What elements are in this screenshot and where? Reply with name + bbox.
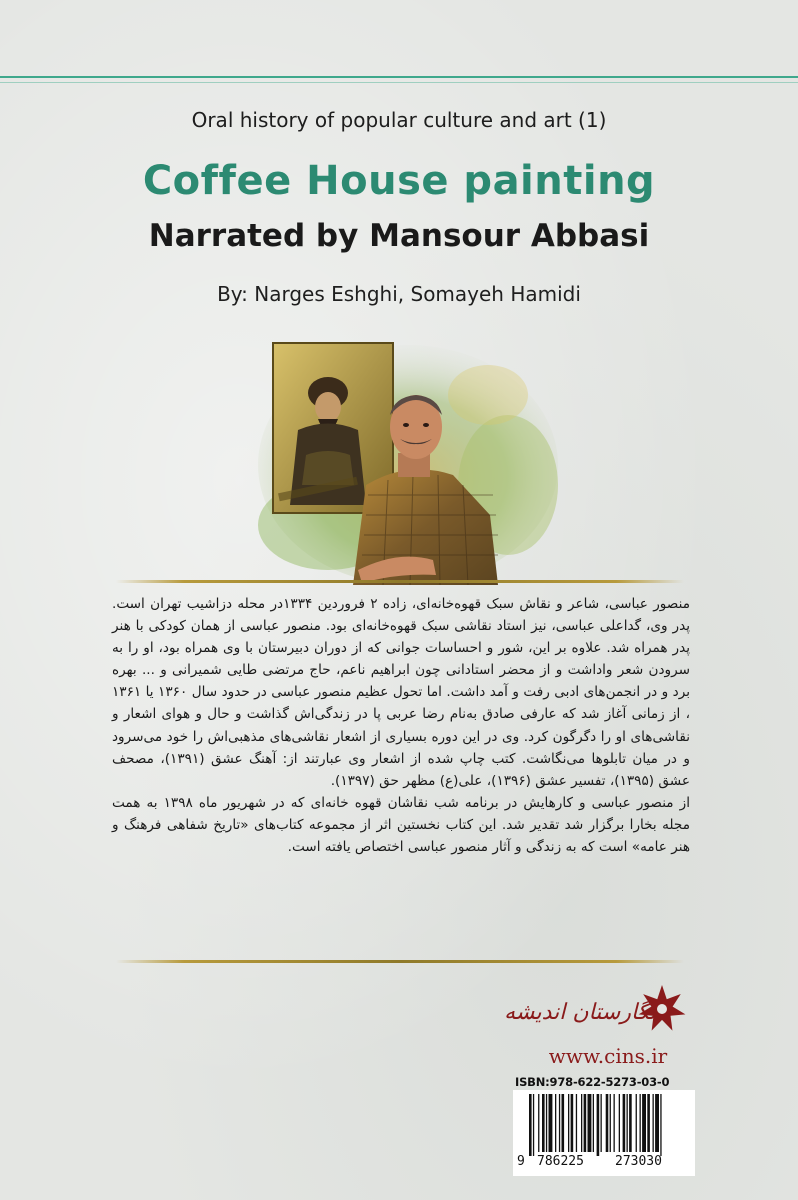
barcode-bar (627, 1094, 628, 1152)
barcode-bar (606, 1094, 609, 1152)
barcode-bar (653, 1094, 654, 1152)
barcode-bar (568, 1094, 569, 1152)
barcode-bar (610, 1094, 611, 1152)
barcode-bar (546, 1094, 547, 1152)
barcode-bar (597, 1094, 600, 1156)
barcode-bar (571, 1094, 574, 1152)
publisher-logo (504, 975, 690, 1045)
barcode-bar (533, 1094, 534, 1156)
description-paragraph: از منصور عباسی و کارهایش در برنامه شب نقاشان قهوه خانه‌ای که در شهریور ماه ۱۳۹۸ به همت مجله بخارا برگزار شد تقدیر شد. این کتاب نخستین اثر از مجموعه کتاب‌های «تاریخ شفاهی فرهنگ و هنر عامه» است که به زندگی و آثار منصور عباسی اختصاص یافته است. (112, 794, 690, 856)
barcode-bar (619, 1094, 620, 1152)
barcode-bar (636, 1094, 637, 1152)
barcode-bar (562, 1094, 565, 1152)
barcode-digits (513, 1154, 695, 1172)
barcode-bar (559, 1094, 560, 1152)
barcode-left-digits: 786225 (537, 1154, 584, 1169)
publisher-website: www.cins.ir (548, 1044, 668, 1068)
barcode-bar (642, 1094, 646, 1152)
book-authors: By: Narges Eshghi, Somayeh Hamidi (217, 282, 581, 306)
painter-photo (258, 335, 558, 585)
barcode-bar (584, 1094, 587, 1152)
barcode-bar (588, 1094, 592, 1152)
barcode-bar (660, 1094, 661, 1156)
barcode-bar (623, 1094, 626, 1152)
description-paragraph: منصور عباسی، شاعر و نقاش سبک قهوه‌خانه‌ای، زاده ۲ فروردین ۱۳۳۴در محله دزاشیب تهران است. پدر وی، گداعلی عباسی، نیز استاد نقاشی سبک قهوه‌خانه‌ای بود. منصور عباسی از همان کودکی با هنر پدر همراه شد. علاوه بر این، شور و احساسات جوانی که از دوران دبیرستان با وی همراه بود، او را به سرودن شعر واداشت و از محضر استادانی چون ابراهیم ناعم، حاج مرتضی طایی شمیرانی و ... بهره برد و در انجمن‌های ادبی رفت و آمد داشت. اما تحول عظیم منصور عباسی در حدود سال ۱۳۶۰ یا ۱۳۶۱ ، از زمانی آغاز شد که عارفی صادق به‌نام رضا عربی پا در زندگی‌اش گذاشت و حال و هوای اشعار و نقاشی‌های او را دگرگون کرد. وی در این دوره بسیاری از اشعار نقاشی‌های مذهبی‌اش را خود می‌سرود و در میان تابلوها می‌نگاشت. کتب چاپ شده از اشعار وی عبارتند از: آهنگ عشق (۱۳۹۱)، مصحف عشق (۱۳۹۵)، تفسیر عشق (۱۳۹۶)، علی(ع) مظهر حق (۱۳۹۷). (112, 596, 690, 789)
header-divider-thin (0, 82, 798, 83)
barcode-bar (593, 1094, 594, 1152)
barcode-bar (629, 1094, 632, 1152)
publisher-logo-text: نگارستان اندیشه (504, 1000, 656, 1025)
book-subtitle: Narrated by Mansour Abbasi (148, 218, 650, 254)
barcode-first-digit: 9 (517, 1154, 525, 1169)
barcode-bar (549, 1094, 553, 1152)
barcode-bar (647, 1094, 650, 1152)
barcode-bar (529, 1094, 532, 1156)
barcode-right-digits: 273030 (615, 1154, 662, 1169)
barcode-bar (581, 1094, 582, 1152)
gold-divider-bottom (116, 960, 684, 963)
barcode-bar (655, 1094, 659, 1152)
barcode-bar (640, 1094, 641, 1152)
series-title: Oral history of popular culture and art (1) (191, 108, 607, 132)
barcode-bar (601, 1094, 602, 1152)
book-description (112, 593, 690, 858)
barcode-bar (576, 1094, 577, 1152)
barcode-bar (614, 1094, 615, 1152)
barcode-bar (538, 1094, 539, 1152)
barcode-bar (555, 1094, 556, 1152)
header-divider (0, 76, 798, 78)
isbn-label: ISBN:978-622-5273-03-0 (515, 1075, 670, 1089)
barcode-bars (513, 1090, 695, 1156)
barcode-bar (542, 1094, 545, 1152)
book-title: Coffee House painting (142, 158, 656, 204)
barcode (513, 1090, 695, 1176)
gold-divider-top (116, 580, 684, 583)
